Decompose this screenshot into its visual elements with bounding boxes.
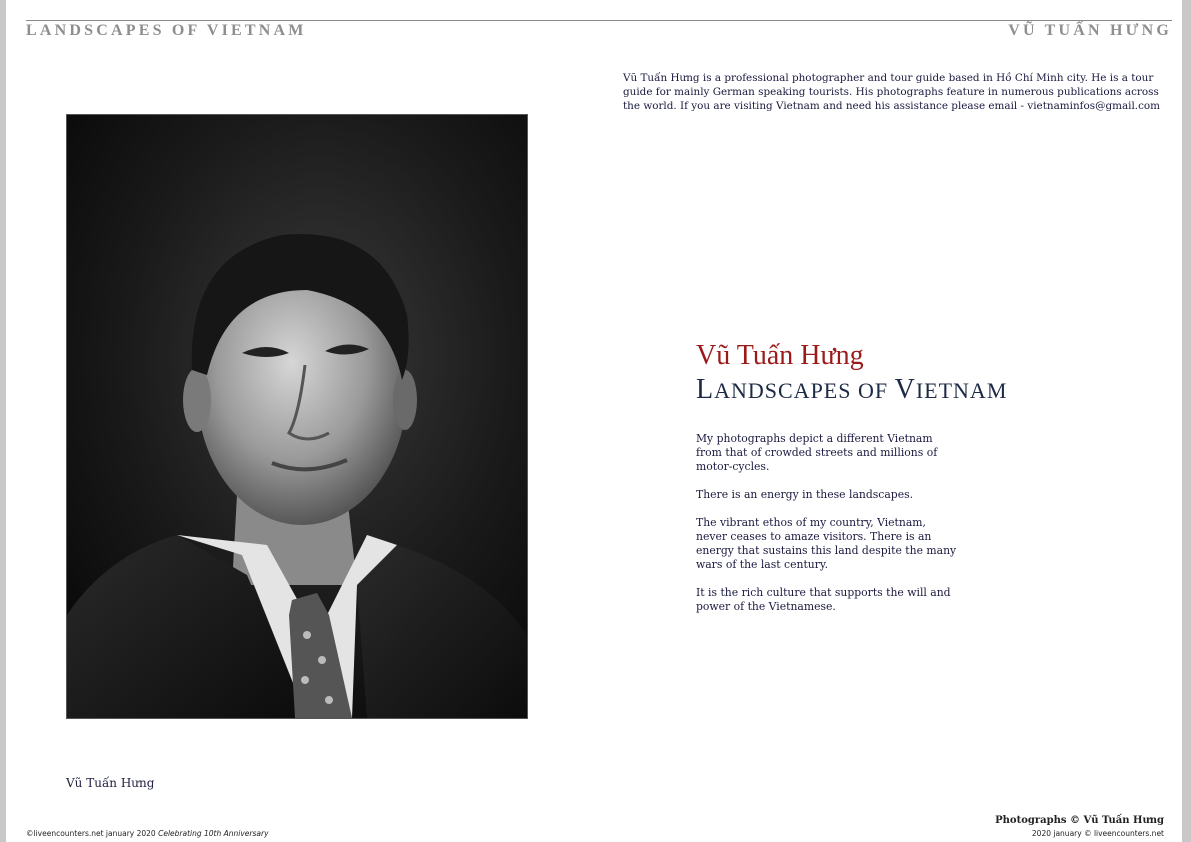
- statement-paragraph: My photographs depict a different Vietnam from that of crowded streets and millions of motor-cycles.: [696, 432, 938, 473]
- series-title: [696, 374, 1007, 406]
- series-title-initial: L: [696, 374, 715, 405]
- statement-paragraph: The vibrant ethos of my country, Vietnam, never ceases to amaze visitors. There is an energy that sustains this land despite the many wars of the last century.: [696, 516, 957, 571]
- artist-statement: [696, 432, 960, 628]
- series-title-part: IETNAM: [915, 378, 1008, 403]
- portrait-photo: [66, 114, 528, 719]
- portrait-caption: Vũ Tuấn Hưng: [66, 776, 155, 790]
- footer-right: 2020 january © liveencounters.net: [1031, 829, 1164, 838]
- statement-paragraph: It is the rich culture that supports the will and power of the Vietnamese.: [696, 586, 951, 613]
- series-title-initial: V: [894, 374, 916, 405]
- photographer-name-title: Vũ Tuấn Hưng: [696, 340, 864, 371]
- statement-paragraph: There is an energy in these landscapes.: [696, 488, 914, 501]
- photo-credit: Photographs © Vũ Tuấn Hưng: [995, 815, 1164, 826]
- footer-left: [26, 829, 269, 838]
- photographer-bio: Vũ Tuấn Hưng is a professional photographer and tour guide based in Hồ Chí Minh city. He is a tour guide for mainly German speaking tourists. His photographs feature in numerous publications across the world. If you are visiting Vietnam and need his assistance please email - vietnaminfos@gmail.com: [623, 72, 1161, 112]
- running-header-right: VŨ TUẤN HƯNG: [1008, 22, 1172, 39]
- footer-publication: ©liveencounters.net january 2020: [26, 829, 159, 838]
- series-title-part: ANDSCAPES OF: [714, 378, 895, 403]
- running-header-left: LANDSCAPES OF VIETNAM: [26, 22, 307, 39]
- header-rule: [26, 20, 1172, 21]
- footer-anniversary: Celebrating 10th Anniversary: [158, 829, 269, 838]
- page: [6, 0, 1182, 842]
